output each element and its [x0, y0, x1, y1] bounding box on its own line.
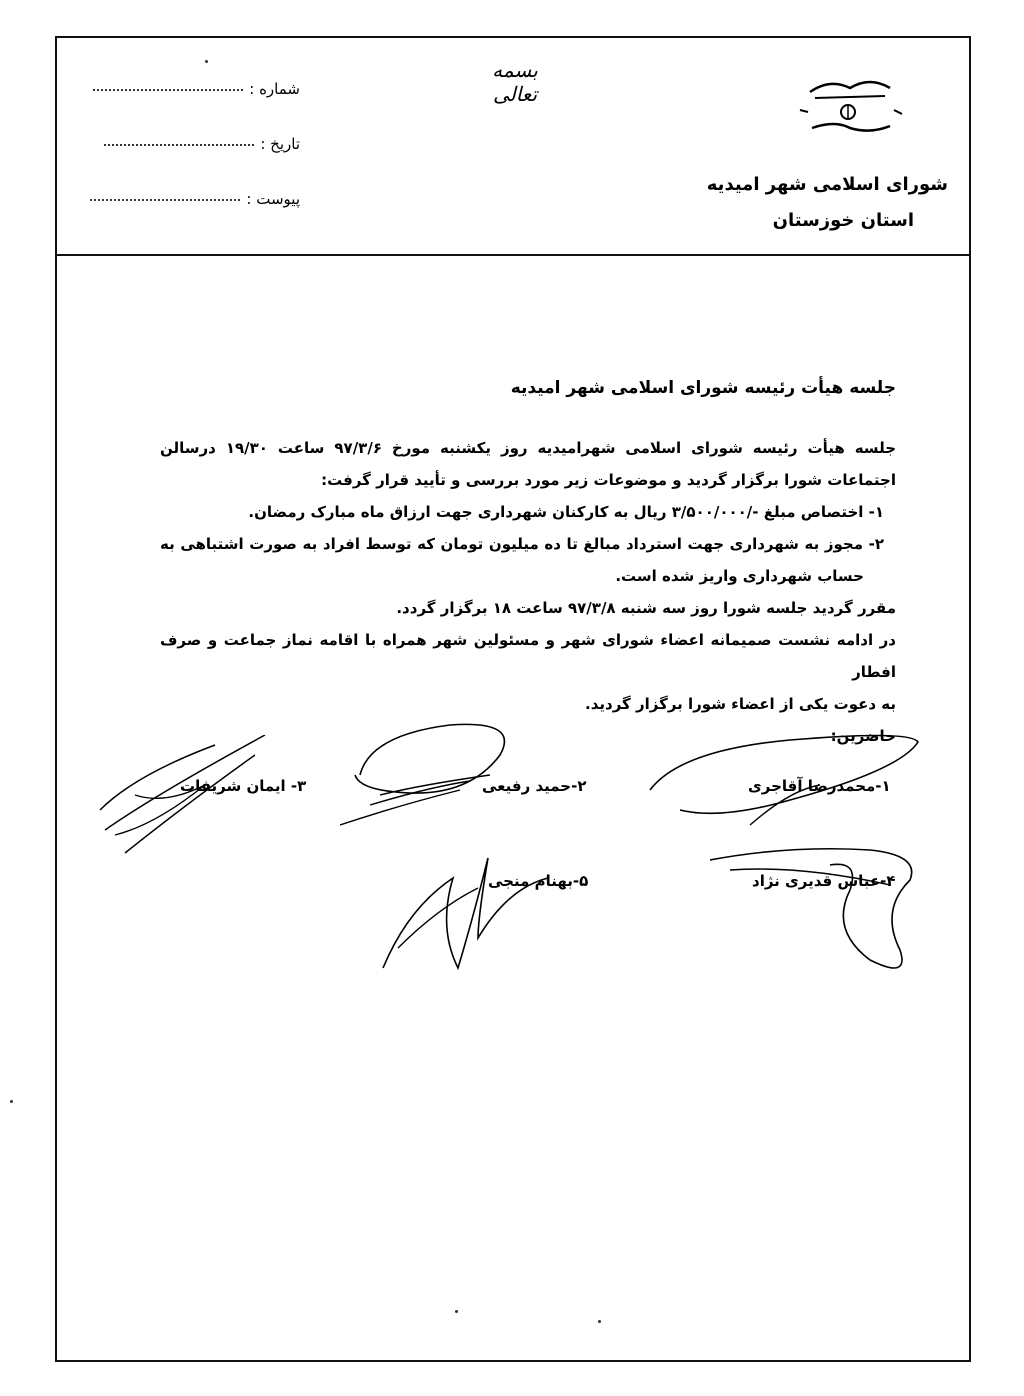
scan-speck	[455, 1310, 458, 1313]
scan-speck	[10, 1100, 13, 1103]
intro-line-2: اجتماعات شورا برگزار گردید و موضوعات زیر مورد بررسی و تأیید قرار گرفت:	[321, 471, 896, 489]
header-divider	[55, 254, 971, 256]
number-label: شماره :	[249, 80, 300, 98]
date-label: تاریخ :	[260, 135, 300, 153]
date-field	[80, 135, 300, 153]
bismillah: بسمه تعالی	[492, 58, 538, 106]
attachment-label: پیوست :	[246, 190, 300, 208]
signatory-5: ۵-بهنام منجی	[488, 872, 589, 890]
attachment-field	[80, 190, 300, 208]
signatory-3: ۳- ایمان شریفات	[180, 777, 307, 795]
agenda-item-2-line-2: حساب شهرداری واریز شده است.	[615, 567, 864, 585]
signature-4	[710, 840, 930, 980]
signature-5	[378, 848, 558, 973]
signatory-2: ۲-حمید رفیعی	[482, 777, 587, 795]
attachment-blank	[90, 199, 240, 201]
agenda-item-2-line-1: ۲- مجوز به شهرداری جهت استرداد مبالغ تا ده میلیون تومان که توسط افراد به صورت اشتباهی به	[160, 535, 884, 553]
signature-1	[640, 730, 920, 830]
iran-emblem-icon	[790, 70, 910, 140]
attendees-label: حاضرین:	[830, 727, 896, 745]
signature-3	[95, 735, 270, 855]
document-body	[160, 432, 896, 752]
agenda-item-1: ۱- اختصاص مبلغ -/۳/۵۰۰/۰۰۰ ریال به کارکنان شهرداری جهت ارزاق ماه مبارک رمضان.	[248, 503, 884, 521]
intro-line-1: جلسه هیأت رئیسه شورای اسلامی شهرامیدیه روز یکشنبه مورخ ۹۷/۳/۶ ساعت ۱۹/۳۰ درسالن	[160, 439, 897, 457]
document-title: جلسه هیأت رئیسه شورای اسلامی شهر امیدیه	[510, 378, 896, 398]
org-name: شورای اسلامی شهر امیدیه	[706, 174, 948, 195]
date-blank	[104, 144, 254, 146]
signatory-4: ۴-عباس قدیری نژاد	[752, 872, 896, 890]
number-field	[80, 80, 300, 98]
gathering-line-1: در ادامه نشست صمیمانه اعضاء شورای شهر و مسئولین شهر همراه با اقامه نماز جماعت و صرف افطار	[160, 631, 896, 681]
scan-speck	[205, 60, 208, 63]
next-meeting: مقرر گردید جلسه شورا روز سه شنبه ۹۷/۳/۸ ساعت ۱۸ برگزار گردد.	[396, 599, 896, 617]
scan-speck	[598, 1320, 601, 1323]
number-blank	[93, 89, 243, 91]
signatory-1: ۱-محمدرضا آقاجری	[748, 777, 891, 795]
org-province: استان خوزستان	[772, 210, 914, 231]
signature-2	[340, 715, 530, 830]
gathering-line-2: به دعوت یکی از اعضاء شورا برگزار گردید.	[585, 695, 896, 713]
